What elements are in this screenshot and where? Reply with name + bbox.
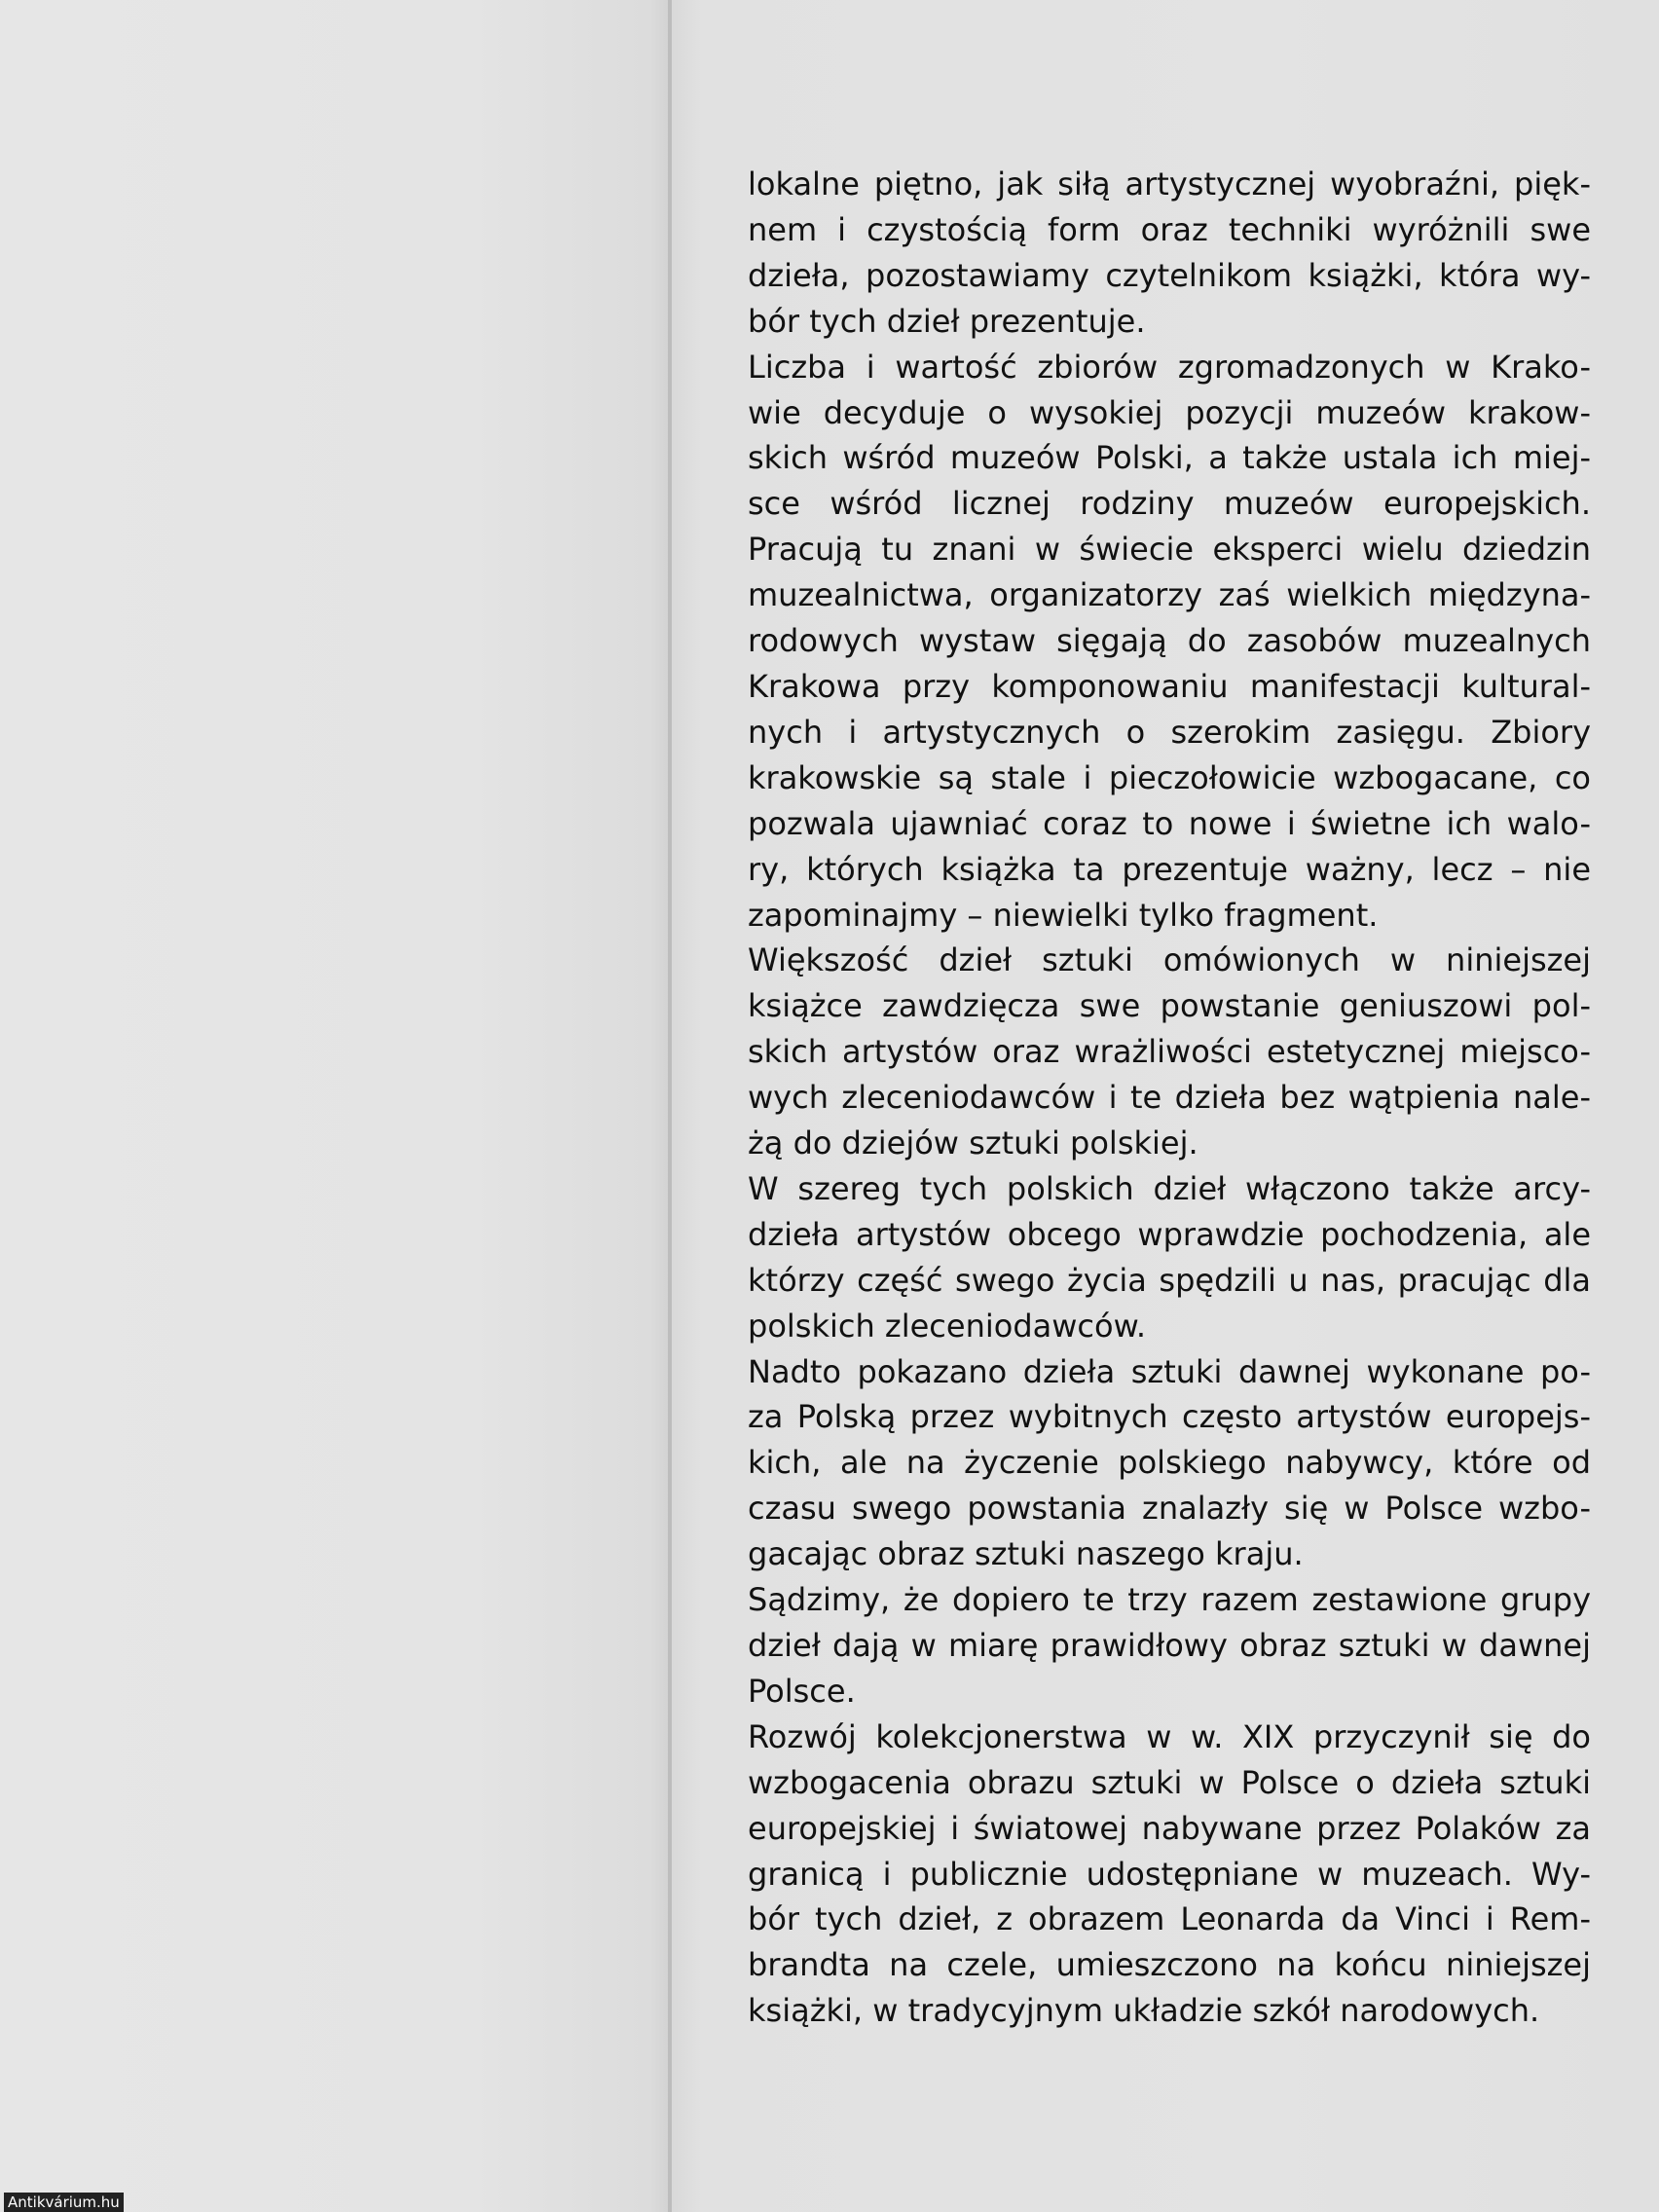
text-line: Większość dzieł sztuki omówionych w niniejszej xyxy=(748,941,1591,979)
paragraph xyxy=(748,1577,1591,1714)
text-line: muzealnictwa, organizatorzy zaś wielkich międzyna- xyxy=(748,576,1591,614)
paragraph xyxy=(748,1349,1591,1578)
text-line: W szereg tych polskich dzieł włączono także arcy- xyxy=(748,1169,1591,1207)
watermark: Antikvárium.hu xyxy=(4,2193,124,2212)
text-line: dzieła, pozostawiamy czytelnikom książki, która wy- xyxy=(748,256,1591,294)
body-text-column xyxy=(748,162,1591,2034)
text-line: czasu swego powstania znalazły się w Polsce wzbo- xyxy=(748,1490,1591,1528)
text-line: Nadto pokazano dzieła sztuki dawnej wykonane po- xyxy=(748,1352,1591,1390)
text-line: nem i czystością form oraz techniki wyróżnili swe xyxy=(748,210,1591,248)
text-line: sce wśród licznej rodziny muzeów europejskich. xyxy=(748,485,1591,523)
text-line: europejskiej i światowej nabywane przez Polaków za xyxy=(748,1809,1591,1847)
text-line: Liczba i wartość zbiorów zgromadzonych w Krako- xyxy=(748,348,1591,386)
text-line: krakowskie są stale i pieczołowicie wzbogacane, co xyxy=(748,758,1591,796)
text-line: rodowych wystaw sięgają do zasobów muzealnych xyxy=(748,622,1591,660)
text-line: kich, ale na życzenie polskiego nabywcy, które od xyxy=(748,1444,1591,1482)
text-line: książce zawdzięcza swe powstanie geniuszowi pol- xyxy=(748,987,1591,1025)
text-line: zapominajmy – niewielki tylko fragment. xyxy=(748,896,1379,934)
text-line: dzieł dają w miarę prawidłowy obraz sztuki w dawnej xyxy=(748,1627,1591,1664)
text-line: gacając obraz sztuki naszego kraju. xyxy=(748,1535,1304,1573)
text-line: Sądzimy, że dopiero te trzy razem zestawione grupy xyxy=(748,1581,1591,1619)
text-line: skich artystów oraz wrażliwości estetycznej miejsco- xyxy=(748,1033,1591,1071)
paragraph xyxy=(748,1714,1591,2034)
text-line: polskich zleceniodawców. xyxy=(748,1307,1146,1345)
paragraph xyxy=(748,938,1591,1166)
text-line: Krakowa przy komponowaniu manifestacji kultural- xyxy=(748,667,1591,705)
text-line: żą do dziejów sztuki polskiej. xyxy=(748,1124,1198,1162)
text-line: ry, których książka ta prezentuje ważny, lecz – nie xyxy=(748,850,1591,888)
text-line: skich wśród muzeów Polski, a także ustala ich miej- xyxy=(748,439,1591,477)
text-line: bór tych dzieł prezentuje. xyxy=(748,302,1146,340)
text-line: nych i artystycznych o szerokim zasięgu. Zbiory xyxy=(748,713,1591,751)
paragraph xyxy=(748,1166,1591,1349)
text-line: Pracują tu znani w świecie eksperci wielu dziedzin xyxy=(748,531,1591,569)
text-line: wie decyduje o wysokiej pozycji muzeów krakow- xyxy=(748,393,1591,431)
text-line: Polsce. xyxy=(748,1672,856,1710)
left-blank-page xyxy=(0,0,670,2212)
text-line: wych zleceniodawców i te dzieła bez wątpienia nale- xyxy=(748,1079,1591,1117)
text-line: wzbogacenia obrazu sztuki w Polsce o dzieła sztuki xyxy=(748,1763,1591,1801)
text-line: pozwala ujawniać coraz to nowe i świetne ich walo- xyxy=(748,804,1591,842)
text-line: za Polską przez wybitnych często artystów europejs- xyxy=(748,1398,1591,1436)
text-line: lokalne piętno, jak siłą artystycznej wyobraźni, pięk- xyxy=(748,166,1591,203)
text-line: bór tych dzieł, z obrazem Leonarda da Vinci i Rem- xyxy=(748,1900,1591,1938)
paragraph xyxy=(748,345,1591,939)
paragraph xyxy=(748,162,1591,345)
text-line: Rozwój kolekcjonerstwa w w. XIX przyczynił się do xyxy=(748,1717,1591,1755)
text-line: granicą i publicznie udostępniane w muzeach. Wy- xyxy=(748,1855,1591,1893)
text-line: którzy część swego życia spędzili u nas, pracując dla xyxy=(748,1261,1591,1299)
text-line: dzieła artystów obcego wprawdzie pochodzenia, ale xyxy=(748,1215,1591,1253)
text-line: brandta na czele, umieszczono na końcu niniejszej xyxy=(748,1946,1591,1984)
text-line: książki, w tradycyjnym układzie szkół narodowych. xyxy=(748,1992,1540,2030)
